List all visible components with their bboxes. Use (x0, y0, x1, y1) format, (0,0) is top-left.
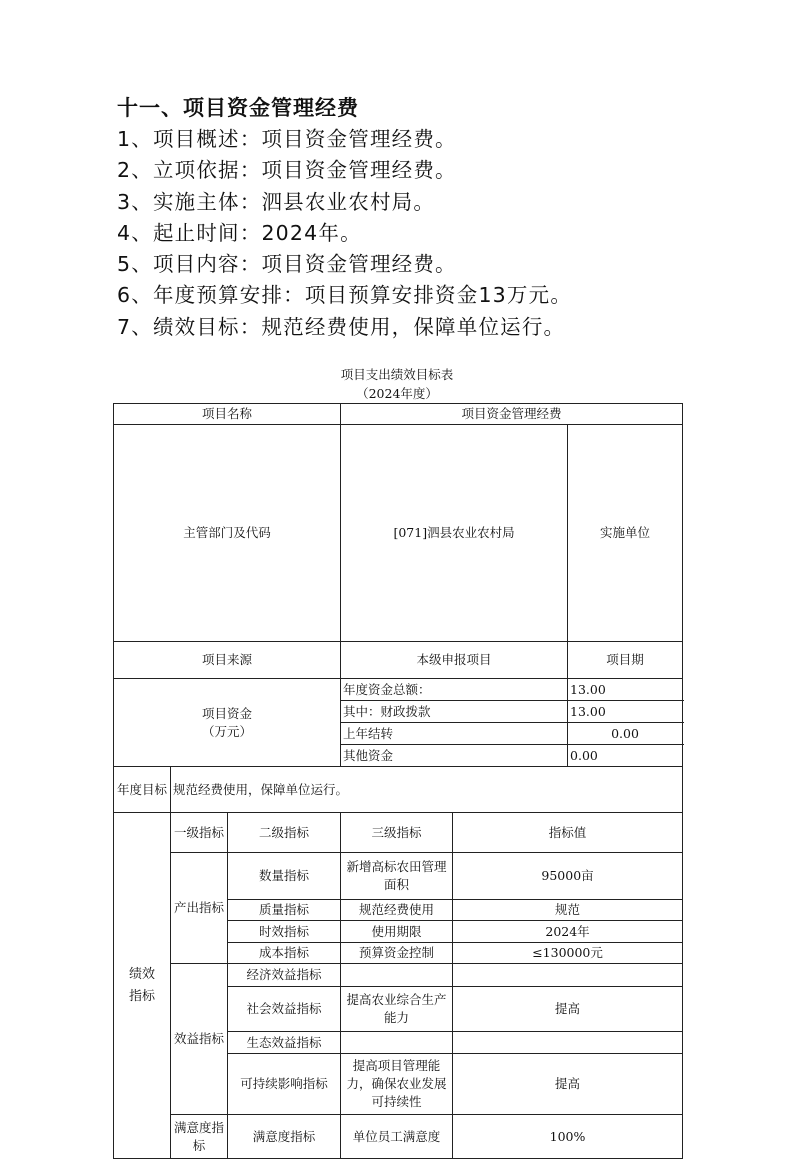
source-value: 本级申报项目 (341, 642, 568, 679)
output-l3: 使用期限 (341, 921, 453, 943)
benefit-l3: 提高项目管理能力，确保农业发展可持续性 (341, 1054, 453, 1115)
benefit-value (453, 1032, 683, 1054)
funds-fiscal-label: 其中：财政拨款 (341, 701, 568, 723)
project-info-list (117, 124, 572, 343)
output-l2: 质量指标 (228, 900, 341, 921)
dept-label: 主管部门及代码 (114, 425, 341, 642)
table-row (114, 767, 683, 813)
project-goal: 7、绩效目标：规范经费使用，保障单位运行。 (117, 314, 566, 339)
benefit-l2: 可持续影响指标 (228, 1054, 341, 1115)
table-row (114, 964, 683, 987)
benefit-l3 (341, 1032, 453, 1054)
project-name-label: 项目名称 (114, 404, 341, 425)
table-row (114, 813, 683, 853)
table-row (114, 425, 683, 642)
benefit-value: 提高 (453, 1054, 683, 1115)
col-level3-header: 三级指标 (341, 813, 453, 853)
table-row (114, 404, 683, 425)
output-value: 规范 (453, 900, 683, 921)
period-label: 项目期 (568, 642, 683, 679)
benefit-value (453, 964, 683, 987)
performance-table (113, 403, 683, 1159)
output-l2: 数量指标 (228, 853, 341, 900)
table-row (114, 679, 683, 701)
satisfaction-l3: 单位员工满意度 (341, 1115, 453, 1159)
funds-unit-text: （万元） (202, 723, 253, 739)
project-implementer: 3、实施主体：泗县农业农村局。 (117, 189, 436, 214)
funds-label (114, 679, 341, 767)
funds-fiscal-value: 13.00 (568, 701, 683, 723)
project-name-value: 项目资金管理经费 (341, 404, 683, 425)
output-value: 95000亩 (453, 853, 683, 900)
project-basis: 2、立项依据：项目资金管理经费。 (117, 158, 457, 183)
funds-carryover-label: 上年结转 (341, 723, 568, 745)
annual-goal-label: 年度目标 (114, 767, 171, 813)
table-title: 项目支出绩效目标表 (340, 367, 454, 382)
output-l3: 新增高标农田管理面积 (341, 853, 453, 900)
col-level1-header: 一级指标 (171, 813, 228, 853)
table-row (114, 853, 683, 900)
section-heading: 十一、项目资金管理经费 (117, 96, 359, 120)
benefit-l2: 生态效益指标 (228, 1032, 341, 1054)
col-level2-header: 二级指标 (228, 813, 341, 853)
perf-indicator-label: 绩效指标 (114, 813, 171, 1159)
source-label: 项目来源 (114, 642, 341, 679)
dept-value: [071]泗县农业农村局 (341, 425, 568, 642)
annual-goal-value: 规范经费使用，保障单位运行。 (171, 767, 683, 813)
output-l3: 预算资金控制 (341, 943, 453, 964)
col-value-header: 指标值 (453, 813, 683, 853)
project-budget: 6、年度预算安排：项目预算安排资金13万元。 (117, 283, 573, 308)
output-l2: 时效指标 (228, 921, 341, 943)
benefit-l2: 社会效益指标 (228, 987, 341, 1032)
satisfaction-l2: 满意度指标 (228, 1115, 341, 1159)
impl-unit-label: 实施单位 (568, 425, 683, 642)
output-indicator-label: 产出指标 (171, 853, 228, 964)
project-content: 5、项目内容：项目资金管理经费。 (117, 252, 457, 277)
funds-label-text: 项目资金 (202, 705, 253, 721)
funds-total-label: 年度资金总额： (341, 679, 568, 701)
funds-total-value: 13.00 (568, 679, 683, 701)
benefit-indicator-label: 效益指标 (171, 964, 228, 1115)
funds-carryover-value: 0.00 (568, 723, 683, 745)
table-row (114, 1115, 683, 1159)
satisfaction-value: 100% (453, 1115, 683, 1159)
output-l3: 规范经费使用 (341, 900, 453, 921)
output-l2: 成本指标 (228, 943, 341, 964)
satisfaction-indicator-label: 满意度指标 (171, 1115, 228, 1159)
project-overview: 1、项目概述：项目资金管理经费。 (117, 127, 457, 151)
funds-other-value: 0.00 (568, 745, 683, 767)
output-value: ≤130000元 (453, 943, 683, 964)
table-row (114, 642, 683, 679)
output-value: 2024年 (453, 921, 683, 943)
benefit-value: 提高 (453, 987, 683, 1032)
benefit-l3: 提高农业综合生产能力 (341, 987, 453, 1032)
project-period: 4、起止时间：2024年。 (117, 220, 362, 245)
benefit-l2: 经济效益指标 (228, 964, 341, 987)
funds-other-label: 其他资金 (341, 745, 568, 767)
table-year: （2024年度） (356, 386, 438, 401)
benefit-l3 (341, 964, 453, 987)
